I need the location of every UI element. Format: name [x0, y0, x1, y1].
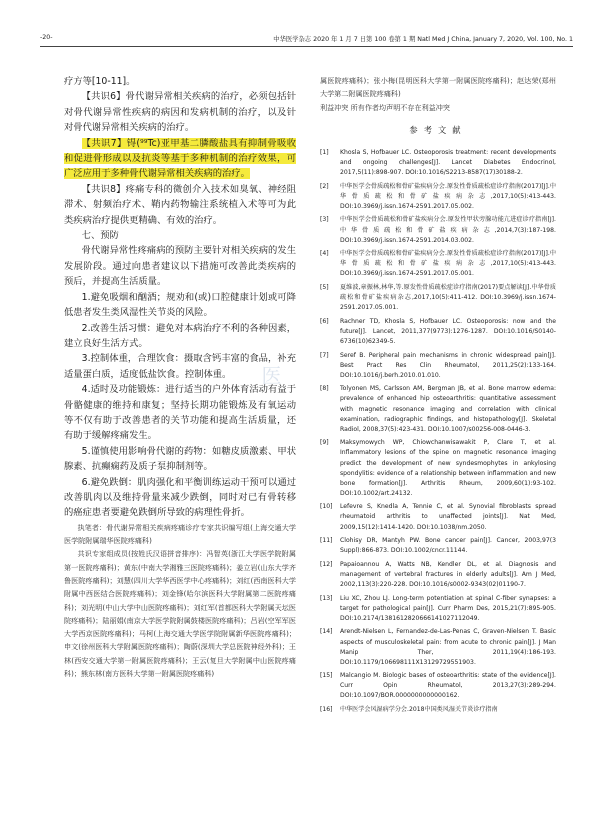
- reference-item: [320, 671, 556, 701]
- reference-text: Malcangio M. Biologic bases of osteoarthritis: state of the evidence[J]. Curr Opin Rheumatol, 2013,27(3):289-294. DOI:10.1097/BOR.0000000000000162.: [340, 672, 556, 700]
- reference-number: [11]: [320, 537, 333, 545]
- reference-item: [320, 536, 556, 556]
- reference-item: [320, 249, 556, 279]
- section-heading-prevention: 七、预防: [81, 230, 119, 242]
- reference-item: [320, 502, 556, 532]
- reference-item: [320, 384, 556, 434]
- reference-text: 夏维波,章振林,林华,等.原发性骨质疏松症诊疗指南(2017)要点解读[J].中华骨质疏松和骨矿盐疾病杂志,2017,10(5):411-412. DOI:10.3969/j.issn.1674-2591.2017.05.001.: [340, 284, 556, 312]
- intro-line: 疗方等[10-11]。: [64, 76, 136, 87]
- reference-item: [320, 560, 556, 590]
- reference-number: [12]: [320, 560, 333, 568]
- reference-number: [7]: [320, 351, 329, 359]
- reference-text: 中华医学会骨质疏松和骨矿盐疾病分会.原发性骨质疏松症诊疗指南(2017)[J].中华骨质疏松和骨矿盐疾病杂志,2017,10(5):413-443. DOI:10.3969/j.issn.1674-2591.2017.05.002.: [340, 182, 556, 210]
- reference-text: Clohisy DR, Mantyh PW. Bone cancer pain[J]. Cancer, 2003,97(3 Suppl):866-873. DOI:10.1002/cncr.11144.: [340, 537, 556, 555]
- expert-panel: 共识专家组成员(按姓氏汉语拼音排序)：冯智英(浙江大学医学院附属第一医院疼痛科)；黄东(中南大学湘雅三医院疼痛科)；姜立岩(山东大学齐鲁医院疼痛科)；刘慧(四川大学华西医学中心疼痛科)；刘红(西南医科大学附属中西医结合医院疼痛科)；刘金锋(哈尔滨医科大学附属第二医院疼痛科)；刘光明(中山大学中山医院疼痛科)；刘红军(首都医科大学附属天坛医院疼痛科)；陆丽娟(南京大学医学院附属鼓楼医院疼痛科)；吕岩(空军军医大学西京医院疼痛科)；马柯(上海交通大学医学院附属新华医院疼痛科)；申文(徐州医科大学附属医院疼痛科)；陶蔚(深圳大学总医院神经外科)；王林(西安交通大学第一附属医院疼痛科)；王云(复旦大学附属中山医院疼痛科)；熊东林(南方医科大学第一附属医院疼痛科): [64, 549, 296, 679]
- reference-number: [9]: [320, 439, 329, 447]
- prevention-item-5: 5.谨慎使用影响骨代谢的药物：如糖皮质激素、甲状腺素、抗癫痫药及质子泵抑制剂等。: [64, 445, 296, 473]
- reference-item: [320, 438, 556, 499]
- reference-text: Maksymowych WP, Chiowchanwisawakit P, Clare T, et al. Inflammatory lesions of the spine on magnetic resonance imaging predict the development of new syndesmophytes in ankylosing spondylitis: evidence of a relationship between inflammation and new bone formation[J]. Arthritis Rheum, 2009,60(1):93-102. DOI:10.1002/art.24132.: [340, 439, 556, 497]
- page-header: [40, 34, 573, 47]
- reference-item: [320, 351, 556, 381]
- reference-item: [320, 148, 556, 178]
- reference-item: [320, 215, 556, 245]
- reference-number: [15]: [320, 672, 333, 680]
- reference-item: [320, 705, 556, 715]
- reference-list: [320, 148, 556, 715]
- reference-text: Khosla S, Hofbauer LC. Osteoporosis treatment: recent developments and ongoing challenges[J]. Lancet Diabetes Endocrinol, 2017,5(11):898-907. DOI:10.1016/S2213-8587(17)30188-2.: [340, 148, 556, 177]
- reference-number: [8]: [320, 385, 329, 393]
- writers-note: 执笔者：骨代谢异常相关疾病疼痛诊疗专家共识编写组(上海交通大学医学院附属瑞华医院疼痛科): [64, 522, 296, 546]
- reference-text: Arendt-Nielsen L, Fernandez-de-Las-Penas C, Graven-Nielsen T. Basic aspects of musculoskeletal pain: from acute to chronic pain[J]. J Man Manip Ther, 2011,19(4):186-193. DOI:10.1179/106698111X13129729551903.: [340, 628, 556, 666]
- right-column: [320, 74, 556, 719]
- reference-number: [14]: [320, 628, 333, 636]
- reference-text: 中华医学会骨质疏松和骨矿盐疾病分会.原发性骨质疏松症诊疗指南(2017)[J].中华骨质疏松和骨矿盐疾病杂志,2017,10(5):413-443. DOI:10.3969/j.issn.1674-2591.2017.05.001.: [340, 250, 556, 278]
- reference-number: [4]: [320, 250, 329, 258]
- watermark-char: 医: [258, 365, 282, 385]
- reference-item: [320, 317, 556, 347]
- reference-item: [320, 594, 556, 624]
- reference-number: [2]: [320, 182, 329, 190]
- references-title: 参考文献: [409, 124, 467, 135]
- reference-text: Seref B. Peripheral pain mechanisms in chronic widespread pain[J]. Best Pract Res Clin Rheumatol, 2011,25(2):133-164. DOI:10.1016/j.berh.2010.01.010.: [340, 351, 556, 379]
- reference-number: [16]: [320, 706, 333, 714]
- reference-item: [320, 283, 556, 313]
- reference-text: Liu XC, Zhou LJ. Long-term potentiation at spinal C-fiber synapses: a target for pathological pain[J]. Curr Pharm Des, 2015,21(7):895-905. DOI:10.2174/1381612820666141027112049.: [340, 594, 556, 622]
- reference-item: [320, 627, 556, 667]
- reference-number: [5]: [320, 284, 329, 292]
- prevention-intro: 骨代谢异常性疼痛病的预防主要针对相关疾病的发生发展阶段。通过向患者建议以下措施可改善此类疾病的预后，并提高生活质量。: [64, 245, 296, 288]
- prevention-item-6: 6.避免跌倒：肌肉强化和平衡训练运动干预可以通过改善肌肉以及维持骨量来减少跌倒，同时对已有骨转移的癌症患者要避免跌倒所导致的病理性骨折。: [64, 476, 296, 519]
- reference-number: [3]: [320, 216, 329, 224]
- page-number: -20-: [40, 34, 53, 41]
- reference-text: Papaioannou A, Watts NB, Kendler DL, et al. Diagnosis and management of vertebral fractures in elderly adults[J]. Am J Med, 2002,113(3):220-228. DOI:10.1016/s0002-9343(02)01190-7.: [340, 560, 556, 589]
- expert-panel-continued: 属医院疼痛科)；张小梅(昆明医科大学第一附属医院疼痛科)；赵达荣(郑州大学第二附属医院疼痛科): [320, 76, 556, 99]
- consensus-7-highlight: 【共识7】锝(⁹⁹Tc)亚甲基二膦酸盐具有抑制骨吸收和促进骨形成以及抗炎等基于多种机制的治疗效果，可广泛应用于多种骨代谢异常相关疾病的治疗。: [64, 137, 296, 180]
- consensus-7: [64, 136, 296, 182]
- reference-number: [6]: [320, 317, 329, 325]
- reference-text: Lefevre S, Knedla A, Tennie C, et al. Synovial fibroblasts spread rheumatoid arthritis to unaffected joints[J]. Nat Med, 2009,15(12):1414-1420. DOI:10.1038/nm.2050.: [340, 503, 556, 531]
- consensus-6: 【共识6】骨代谢异常相关疾病的治疗，必须包括针对骨代谢异常性疾病的病因和发病机制的治疗，以及针对骨代谢异常相关疾病的治疗。: [64, 91, 296, 134]
- reference-text: 中华医学会骨质疏松和骨矿盐疾病分会.原发性甲状旁腺功能亢进症诊疗指南[J].中华骨质疏松和骨矿盐疾病杂志,2014,7(3):187-198. DOI:10.3969/j.issn.1674-2591.2014.03.002.: [340, 216, 556, 244]
- left-column: [64, 74, 296, 680]
- consensus-8: 【共识8】疼痛专科的微创介入技术如臭氧、神经阻滞术、射频治疗术、鞘内药物输注系统植入术等可为此类疾病治疗提供更精确、有效的治疗。: [64, 183, 296, 226]
- prevention-item-4: 4.适时及功能锻炼：进行适当的户外体育活动有益于骨骼健康的维持和康复；坚持长期功能锻炼及有氧运动等不仅有助于改善患者的关节功能和提高生活质量，还有助于缓解疼痛发生。: [64, 384, 296, 442]
- reference-text: Rachner TD, Khosla S, Hofbauer LC. Osteoporosis: now and the future[J]. Lancet, 2011,377(9773):1276-1287. DOI:10.1016/S0140-6736(10)62349-5.: [340, 317, 556, 345]
- prevention-item-2: 2.改善生活习惯：避免对本病治疗不利的各种因素，建立良好生活方式。: [64, 322, 296, 349]
- reference-number: [13]: [320, 594, 333, 602]
- reference-item: [320, 182, 556, 212]
- reference-text: Tolyonen MS, Carlsson AM, Bergman JB, et al. Bone marrow edema: prevalence of enhanced hip osteoarthritis: quantitative assessment with magnetic resonance imaging and correlation with clinical examination, radiographic findings, and histopathology[J]. Skeletal Radiol, 2008,37(5):423-431. DOI:10.1007/s00256-008-0446-3.: [340, 385, 556, 433]
- conflict-of-interest: 利益冲突 所有作者均声明不存在利益冲突: [320, 102, 450, 112]
- reference-text: 中华医学会风湿病学分会.2018中国类风湿关节炎诊疗指南: [340, 706, 498, 714]
- prevention-item-3: 3.控制体重，合理饮食：摄取含钙丰富的食品，补充适量蛋白质，适度低盐饮食。控制体重。: [64, 353, 296, 380]
- reference-number: [1]: [320, 148, 329, 156]
- reference-number: [10]: [320, 503, 333, 511]
- prevention-item-1: 1.避免吸烟和酗酒；规劝和(或)口腔健康计划或可降低患者发生类风湿性关节炎的风险。: [64, 291, 296, 319]
- journal-running-head: 中华医学杂志 2020 年 1 月 7 日第 100 卷第 1 期 Natl Med J China, January 7, 2020, Vol. 100, No. 1: [273, 36, 573, 43]
